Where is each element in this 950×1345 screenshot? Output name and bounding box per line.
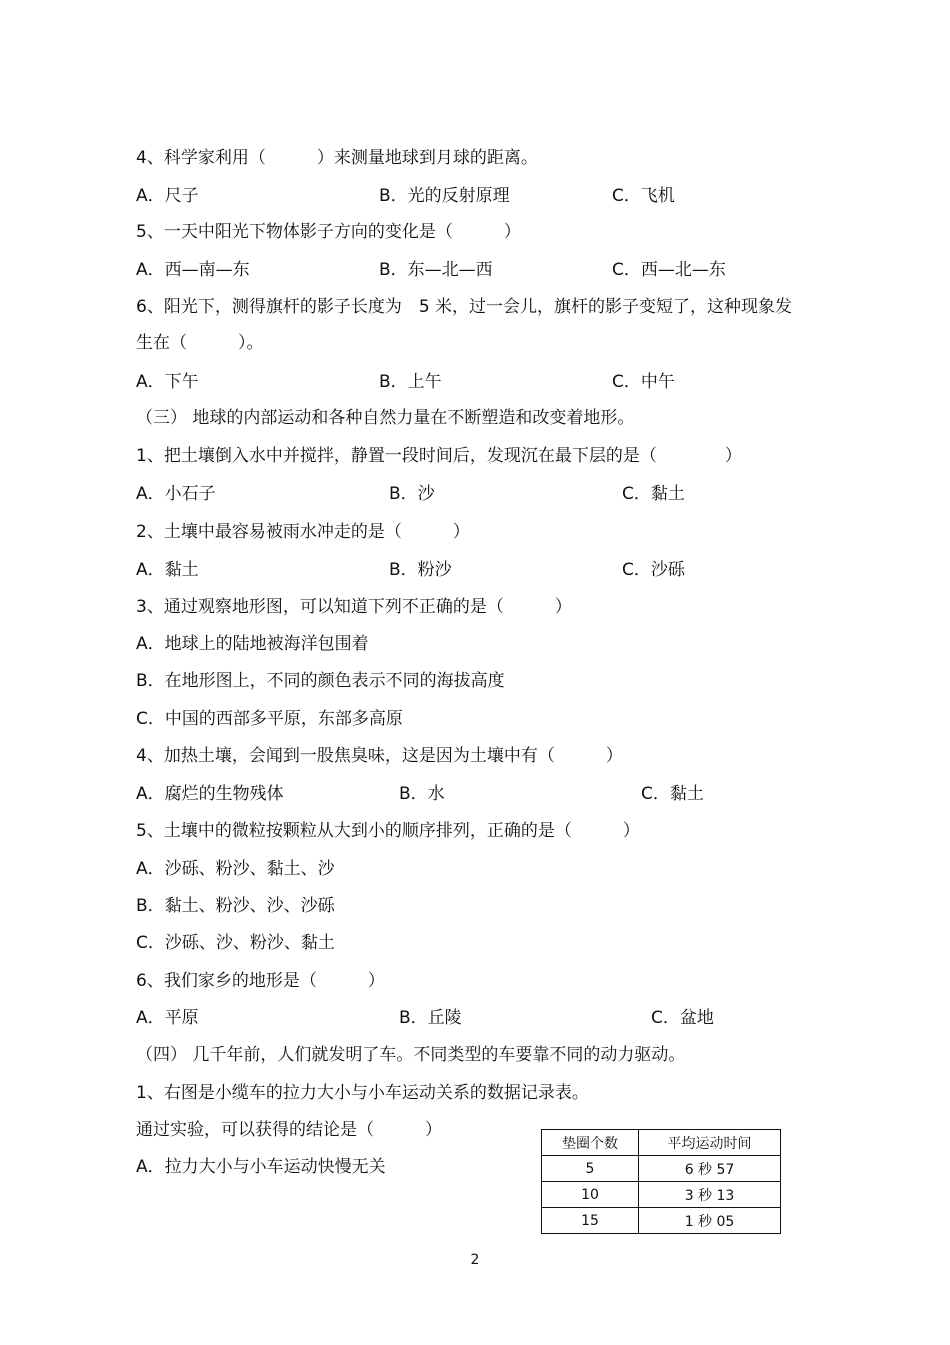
table-row [542, 1182, 781, 1208]
page-number: 2 [470, 1252, 480, 1268]
option-b: B．粉沙 [389, 560, 452, 580]
option-c: C．西—北—东 [612, 260, 726, 280]
table-row [542, 1208, 781, 1234]
question-6: 6、阳光下，测得旗杆的影子长度为 5 米，过一会儿，旗杆的影子变短了，这种现象发生在（ ）。 [136, 297, 793, 353]
table-header-row [542, 1130, 781, 1156]
table-cell: 3 秒 13 [639, 1182, 781, 1208]
question-5: 5、一天中阳光下物体影子方向的变化是（ ） [136, 222, 521, 242]
table-header: 平均运动时间 [639, 1130, 781, 1156]
section-title: （三） 地球的内部运动和各种自然力量在不断塑造和改变着地形。 [136, 408, 635, 428]
question-5: 5、土壤中的微粒按颗粒从大到小的顺序排列，正确的是（ ） [136, 821, 640, 841]
question-3: 3、通过观察地形图，可以知道下列不正确的是（ ） [136, 597, 572, 617]
question-1: 1、右图是小缆车的拉力大小与小车运动关系的数据记录表。 [136, 1083, 589, 1103]
option-a: A．西—南—东 [136, 260, 250, 280]
table-header: 垫圈个数 [542, 1130, 639, 1156]
data-record-table [541, 1129, 781, 1234]
option-b: B．东—北—西 [379, 260, 493, 280]
question-2: 2、土壤中最容易被雨水冲走的是（ ） [136, 522, 470, 542]
option-a: A．黏土 [136, 560, 199, 580]
option-c: C．沙砾、沙、粉沙、黏土 [136, 933, 335, 953]
table-cell: 15 [542, 1208, 639, 1234]
option-c: C．中国的西部多平原，东部多高原 [136, 709, 403, 729]
option-c: C．黏土 [641, 784, 704, 804]
option-c: C．盆地 [651, 1008, 714, 1028]
question-6: 6、我们家乡的地形是（ ） [136, 971, 385, 991]
option-a: A．尺子 [136, 186, 199, 206]
option-c: C．黏土 [622, 484, 685, 504]
option-a: A．平原 [136, 1008, 199, 1028]
option-c: C．中午 [612, 372, 675, 392]
option-b: B．水 [399, 784, 445, 804]
option-b: B．沙 [389, 484, 435, 504]
option-a: A．地球上的陆地被海洋包围着 [136, 634, 369, 654]
option-b: B．丘陵 [399, 1008, 462, 1028]
option-b: B．光的反射原理 [379, 186, 510, 206]
question-4: 4、加热土壤，会闻到一股焦臭味，这是因为土壤中有（ ） [136, 746, 623, 766]
table-cell: 6 秒 57 [639, 1156, 781, 1182]
option-a: A．沙砾、粉沙、黏土、沙 [136, 859, 335, 879]
option-c: C．飞机 [612, 186, 675, 206]
section-title: （四） 几千年前，人们就发明了车。不同类型的车要靠不同的动力驱动。 [136, 1045, 686, 1065]
question-4: 4、科学家利用（ ）来测量地球到月球的距离。 [136, 148, 538, 168]
question-1: 1、把土壤倒入水中并搅拌，静置一段时间后，发现沉在最下层的是（ ） [136, 446, 742, 466]
option-b: B．上午 [379, 372, 442, 392]
table-cell: 5 [542, 1156, 639, 1182]
option-c: C．沙砾 [622, 560, 685, 580]
question-1-prompt: 通过实验，可以获得的结论是（ ） [136, 1120, 442, 1140]
option-a: A．下午 [136, 372, 199, 392]
table-cell: 1 秒 05 [639, 1208, 781, 1234]
table-cell: 10 [542, 1182, 639, 1208]
option-a: A．小石子 [136, 484, 216, 504]
table-row [542, 1156, 781, 1182]
option-b: B．黏土、粉沙、沙、沙砾 [136, 896, 335, 916]
option-a: A．拉力大小与小车运动快慢无关 [136, 1157, 386, 1177]
option-a: A．腐烂的生物残体 [136, 784, 284, 804]
option-b: B．在地形图上，不同的颜色表示不同的海拔高度 [136, 671, 505, 691]
